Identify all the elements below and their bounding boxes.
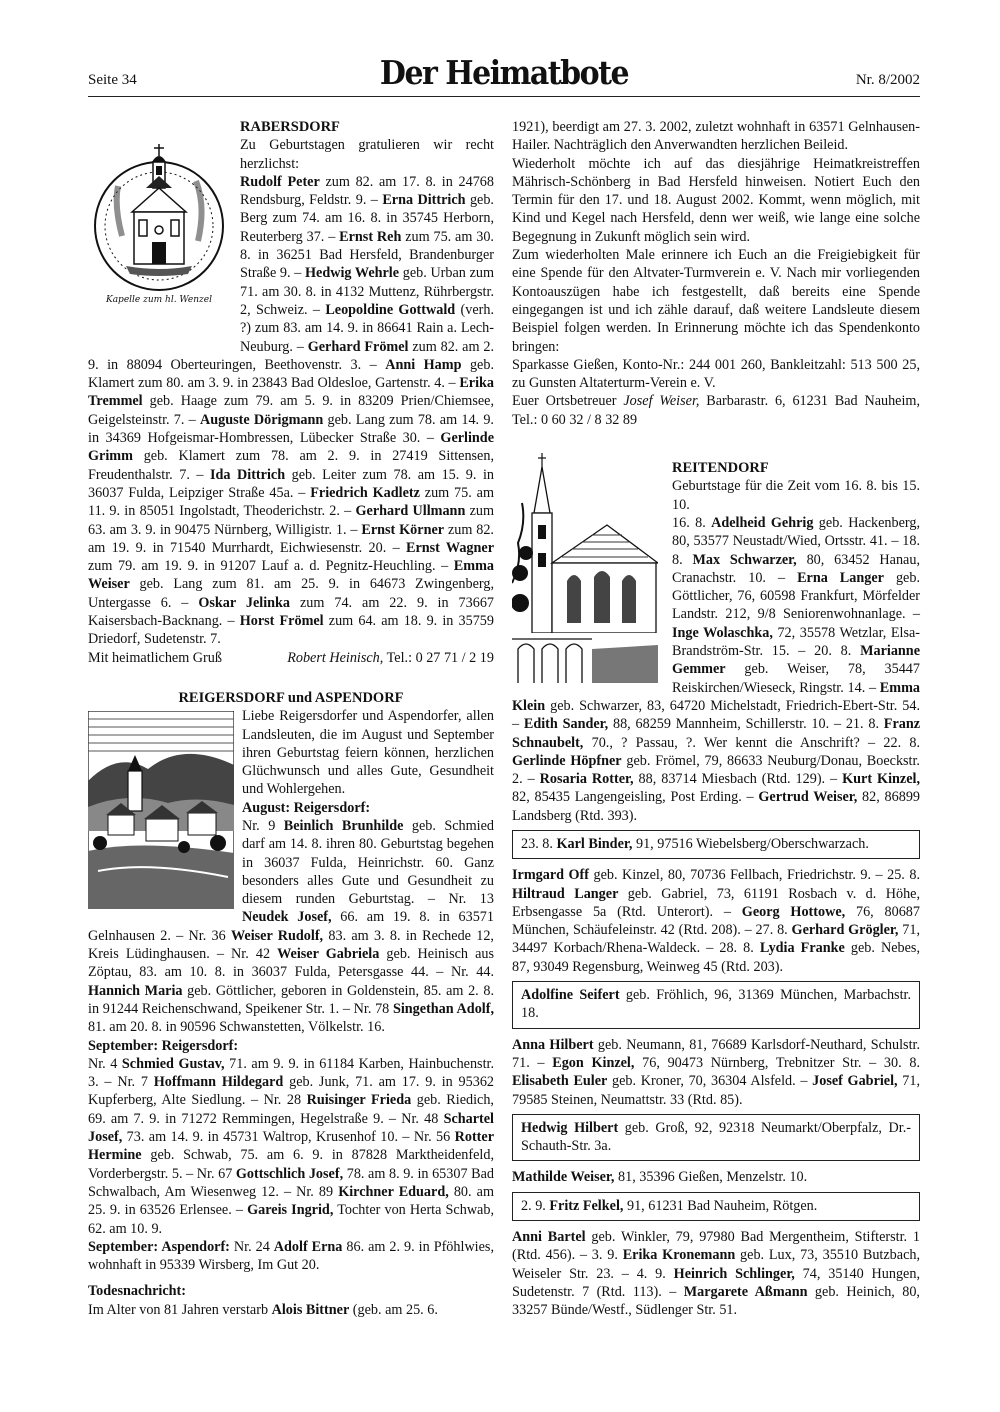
reitendorf-title: REITENDORF — [672, 460, 769, 477]
aspendorf-subheading: September: Aspendorf: — [88, 1238, 230, 1255]
local-supervisor-signature: Euer Ortsbetreuer Josef Weiser, Barbarastr. 6, 61231 Bad Nauheim, Tel.: 0 60 32 / 8 32 89 — [512, 393, 920, 428]
meeting-notice: Wiederholt möchte ich auf das diesjährige Heimatkreistreffen Mährisch-Schönberg in Bad Hersfeld hinweisen. Notiert Euch den Termin für den 17. und 18. August 2002. Kommt, wenn möglich, mit Kind und Kegel nach Hersfeld, denn wer weiß, wie lange eine solche Begegnung in Zukunft möglich sein wird. — [512, 155, 920, 245]
church-illustration — [512, 453, 658, 683]
issue-number: Nr. 8/2002 — [855, 72, 920, 88]
reitendorf-list-2: Irmgard Off geb. Kinzel, 80, 70736 Fellbach, Friedrichstr. 9. – 25. 8. Hiltraud Langer geb. Gabriel, 73, 61191 Rosbach v. d. Höhe, Erbsengasse 5a (Rtd. Unterort). – Georg Hottowe, 76, 80687 München, Schäufeleinstr. 42 (Rtd. 208). – 27. 8. Gerhard Grögler, 71, 34497 Korbach/Rhena-Waldeck. – 28. 8. Lydia Franke geb. Nebes, 87, 93049 Regensburg, Weinweg 45 (Rtd. 203). — [512, 867, 921, 975]
right-column — [512, 118, 920, 1320]
reigersdorf-august: August: Reigersdorf: Nr. 9 Beinlich Brunhilde geb. Schmied darf am 14. 8. ihren 80. Geburtstag begehen in 36037 Fulda, Heinrichstr. 60. Ganz besonders alles Gute und Gesundheit zu diesem runden Geburtstag. – Nr. 13 Neudek Josef, 66. am 19. 8. in 63571 Gelnhausen 2. – Nr. 36 Weiser Rudolf, 83. am 3. 8. in Rechede 12, Kreis Lüdinghausen. – Nr. 42 Weiser Gabriela geb. Heinisch aus Zöptau, 83. am 10. 8. in 36037 Fulda, Petersgasse 44. – Nr. 44. Hannich Maria geb. Göttlicher, geboren in Goldenstein, 85. am 2. 8. in 91244 Reichenschwand, Speikener Str. 1. – Nr. 78 Singethan Adolf, 81. am 20. 8. in 90596 Schwanstetten, Völkelstr. 16. — [88, 799, 495, 1036]
highlight-box-seifert: Adolfine Seifert geb. Fröhlich, 96, 31369 München, Marbachstr. 18. — [512, 981, 920, 1029]
village-landscape-illustration — [88, 711, 234, 909]
reitendorf-list-5: Anni Bartel geb. Winkler, 79, 97980 Bad Mergentheim, Stifterstr. 1 (Rtd. 456). – 3. 9. Erika Kronemann geb. Lux, 73, 35510 Butzbach, Weiseler Str. 23. – 4. 9. Heinrich Schlinger, 74, 35140 Hungen, Sudetenstr. 7 (Rtd. 113). – Margarete Aßmann geb. Heinich, 80, 33257 Bünde/Westf., Südlenger Str. 51. — [512, 1229, 921, 1319]
bank-details: Sparkasse Gießen, Konto-Nr.: 244 001 260, Bankleitzahl: 513 500 25, zu Gunsten Altaterturm-Verein e. V. — [512, 356, 920, 392]
signature-name: Robert Heinisch, — [287, 649, 384, 666]
reitendorf-list: Geburtstage für die Zeit vom 16. 8. bis 15. 10. 16. 8. Adelheid Gehrig geb. Hackenberg, 80, 53577 Neustadt/Wied, Ortsstr. 41. – 18. 8. Max Schwarzer, 80, 63452 Hanau, Cranachstr. 10. – Erna Langer geb. Göttlicher, 76, 60598 Frankfurt, Mörfelder Landstr. 212, 9/8 Seniorenwohnanlage. – Inge Wolaschka, 72, 35578 Wetzlar, Elsa-Brandström-Str. 15. – 20. 8. Marianne Gemmer geb. Weiser, 78, 35447 Reiskirchen/Wieseck, Ringstr. 14. – Emma Klein geb. Schwarzer, 83, 64720 Michelstadt, Friedrich-Ebert-Str. 54. – Edith Sander, 88, 68259 Mannheim, Schillerstr. 10. – 21. 8. Franz Schnaubelt, 70., ? Passau, ?. Wer kennt die Anschrift? – 22. 8. Gerlinde Höpfner geb. Frömel, 79, 86633 Neuburg/Donau, Boeckstr. 2. – Rosaria Rotter, 88, 83714 Miesbach (Rtd. 129). – Kurt Kinzel, 82, 85435 Langengeisling, Post Erding. – Gertrud Weiser, 82, 86899 Landsberg (Rtd. 393). — [512, 478, 921, 824]
reitendorf-list-4: Mathilde Weiser, 81, 35396 Gießen, Menzelstr. 10. — [512, 1169, 808, 1186]
masthead-logo: Der Heimatbote — [379, 54, 629, 93]
highlight-box-felkel: 2. 9. Fritz Felkel, 91, 61231 Bad Nauheim, Rötgen. — [512, 1192, 920, 1221]
page-header — [88, 54, 920, 97]
death-notice-continued: 1921), beerdigt am 27. 3. 2002, zuletzt wohnhaft in 63571 Gelnhausen-Hailer. Nachträglich den Anverwandten herzlichen Beileid. — [512, 119, 920, 154]
rabersdorf-title: RABERSDORF — [240, 119, 340, 135]
rabersdorf-signature-line: Mit heimatlichem Gruß Robert Heinisch, Tel.: 0 27 71 / 2 19 — [88, 649, 494, 666]
highlight-box-binder: 23. 8. Karl Binder, 91, 97516 Wiebelsberg/Oberschwarzach. — [512, 830, 920, 859]
aspendorf-september: September: Aspendorf: Nr. 24 Adolf Erna 86. am 2. 9. in Pföhlwies, wohnhaft in 95339 Wirsberg, Im Gut 20. — [88, 1238, 494, 1274]
reigersdorf-september: September: Reigersdorf: Nr. 4 Schmied Gustav, 71. am 9. 9. in 61184 Karben, Hainbuchenstr. 3. – Nr. 7 Hoffmann Hildegard geb. Junk, 71. am 17. 9. in 95362 Kupferberg, Alte Siedlung. – Nr. 28 Ruisinger Frieda geb. Riedich, 69. am 7. 9. in 71272 Remmingen, Hegelstraße 9. – Nr. 48 Schartel Josef, 73. am 14. 9. in 45731 Waltrop, Krusenhof 10. – Nr. 56 Rotter Hermine geb. Schwab, 75. am 6. 9. in 87828 Marktheidenfeld, Vorderbergstr. 5. – Nr. 67 Gottschlich Josef, 78. am 8. 9. in 65307 Bad Schwalbach, Am Wiesenweg 12. – Nr. 89 Kirchner Eduard, 80. am 25. 9. in 63526 Erlensee. – Gareis Ingrid, Tochter von Herta Schwab, 62. am 10. 9. — [88, 1037, 495, 1237]
death-notice: Todesnachricht: Im Alter von 81 Jahren verstarb Alois Bittner (geb. am 25. 6. — [88, 1283, 438, 1318]
rabersdorf-body: Zu Geburtstagen gratulieren wir recht herzlichst: Rudolf Peter zum 82. am 17. 8. in 24768 Rendsburg, Feldstr. 9. – Erna Dittrich geb. Berg zum 74. am 16. 8. in 35745 Herborn, Reuterberg 37. – Ernst Reh zum 75. am 30. 8. in 36251 Bad Hersfeld, Brandenburger Straße 9. – Hedwig Wehrle geb. Urban zum 71. am 30. 8. in 4132 Muttenz, Rührbergstr. 2, Schweiz. – Leopoldine Gottwald (verh. ?) zum 83. am 14. 9. in 86641 Rain a. Lech-Neuburg. – Gerhard Frömel zum 82. am 2. 9. in 88094 Oberteuringen, Beethovenstr. 3. – Anni Hamp geb. Klamert zum 80. am 3. 9. in 23843 Bad Oldesloe, Gartenstr. 4. – Erika Tremmel geb. Haage zum 79. am 5. 9. in 83209 Prien/Chiemsee, Geigelsteinstr. 7. – Auguste Dörigmann geb. Lang zum 78. am 14. 9. in 34369 Hofgeismar-Hombressen, Lübecker Straße 30. – Gerlinde Grimm geb. Klamert zum 78. am 2. 9. in 27419 Sittensen, Freudenthalstr. 7. – Ida Dittrich geb. Leiter zum 78. am 15. 9. in 36037 Fulda, Leipziger Straße 45a. – Friedrich Kadletz zum 75. am 11. 9. in 85051 Ingolstadt, Theoderichstr. 2. – Gerhard Ullmann zum 63. am 3. 9. in 90475 Nürnberg, Willigistr. 1. – Ernst Körner zum 82. am 19. 9. in 71540 Murrhardt, Eichwiesenstr. 20. – Ernst Wagner zum 79. am 19. 9. in 91207 Lauf a. d. Pegnitz-Heuchling. – Emma Weiser geb. Lang zum 81. am 25. 9. in 64673 Zwingenberg, Untergasse 6. – Oskar Jelinka zum 74. am 22. 9. in 73667 Kaisersbach-Backnang. – Horst Frömel zum 64. am 18. 9. in 35759 Driedorf, Sudetenstr. 7. — [88, 137, 495, 648]
stamp-lettering: Kapelle zum hl. Wenzel — [105, 295, 213, 305]
left-column — [88, 118, 494, 1319]
donation-notice: Zum wiederholten Male erinnere ich Euch an die Freigiebigkeit für eine Spende für den Altvater-Turmverein e. V. Nach mir vorliegenden Kontoauszügen habe ich festgestellt, daß bereits eine Spende eingegangen ist und ich zähle darauf, daß weitere Landsleute diesem Beispiel folgen werden. In Erinnerung möchte ich das Spendenkonto bringen: — [512, 247, 920, 355]
september-subheading: September: Reigersdorf: — [88, 1037, 239, 1054]
chapel-stamp-illustration — [84, 126, 234, 336]
reigersdorf-title: REIGERSDORF und ASPENDORF — [178, 689, 404, 706]
highlight-box-hilbert: Hedwig Hilbert geb. Groß, 92, 92318 Neumarkt/Oberpfalz, Dr.-Schauth-Str. 3a. — [512, 1114, 920, 1162]
reitendorf-list-3: Anna Hilbert geb. Neumann, 81, 76689 Karlsdorf-Neuthard, Schulstr. 71. – Egon Kinzel, 76, 90473 Nürnberg, Trebnitzer Str. – 30. 8. Elisabeth Euler geb. Kroner, 70, 36304 Alsfeld. – Josef Gabriel, 71, 79585 Steinen, Neumattstr. 33 (Rtd. 85). — [512, 1036, 921, 1108]
reigersdorf-intro: Liebe Reigersdorfer und Aspendorfer, allen Landsleuten, die im August und September ihren Geburtstag feiern können, herzlichen Glüchwunsch und alles Gute, Gesundheit und Wohlergehen. — [242, 708, 494, 798]
death-notice-heading: Todesnachricht: — [88, 1283, 187, 1300]
august-subheading: August: Reigersdorf: — [242, 799, 371, 816]
page-number: Seite 34 — [88, 72, 137, 88]
